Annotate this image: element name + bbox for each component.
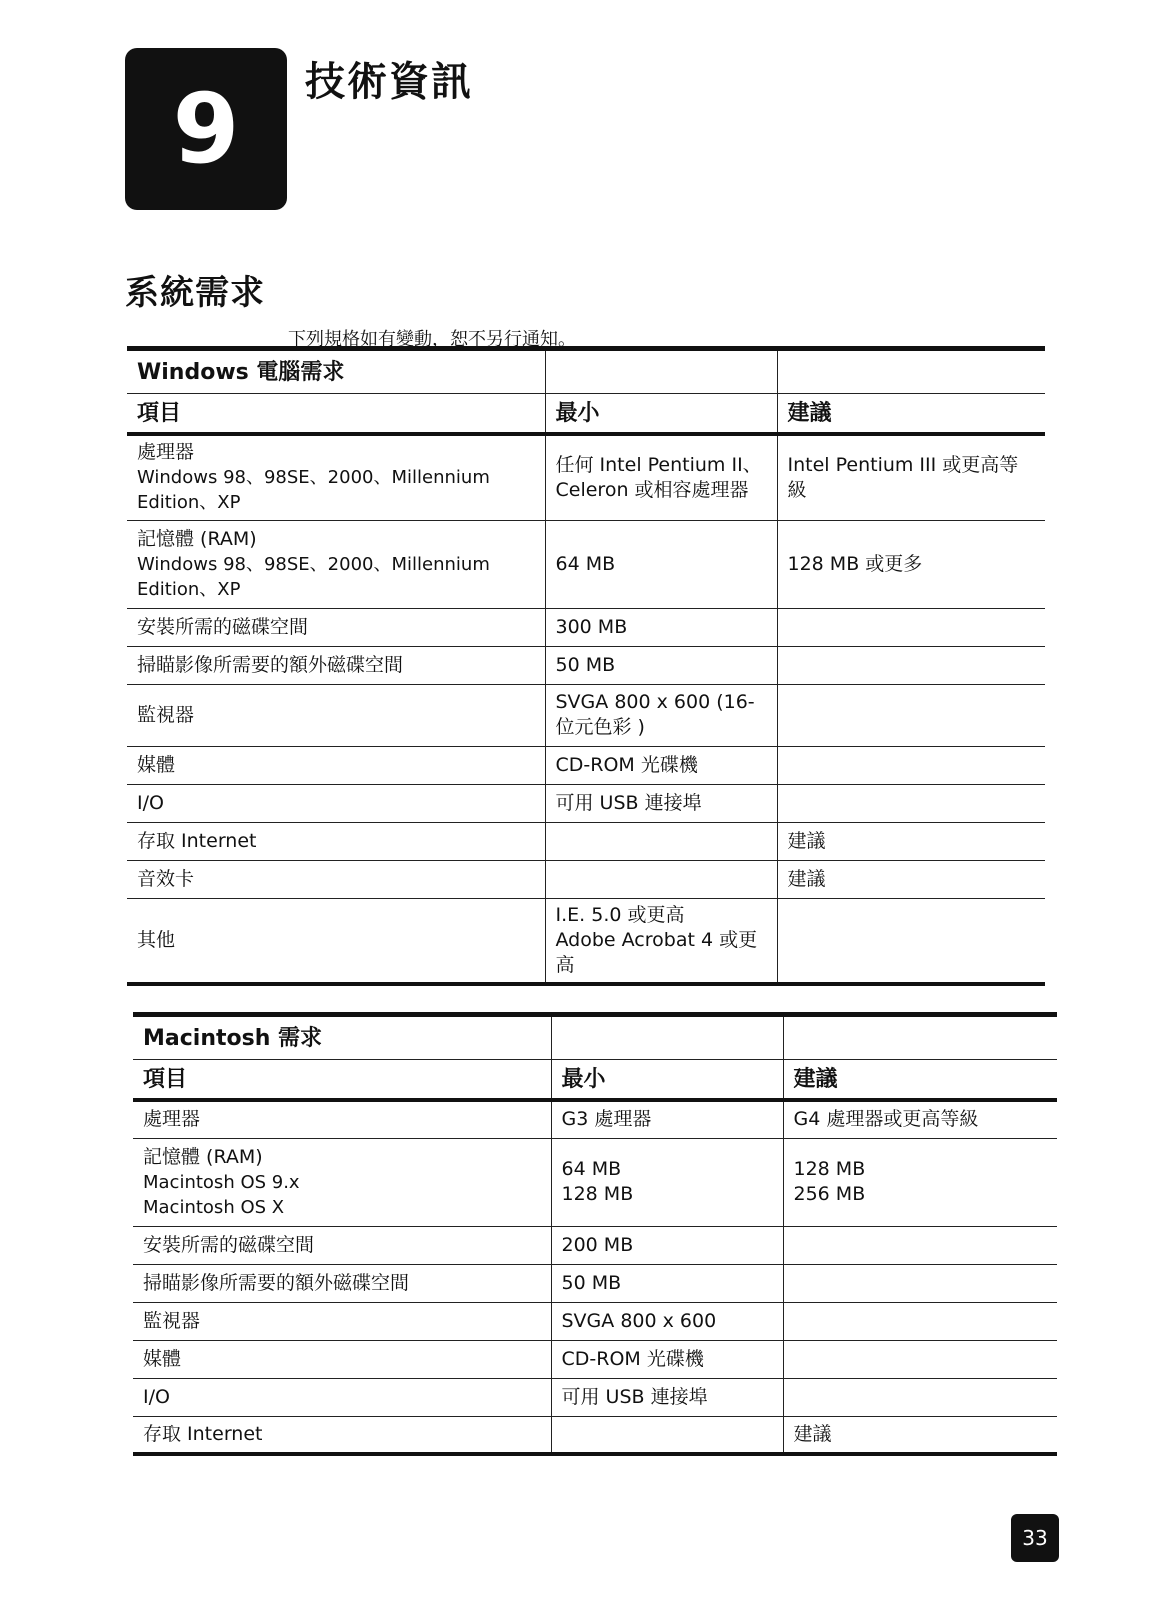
row-min: 可用 USB 連接埠 — [545, 784, 777, 822]
table-row — [133, 1416, 1057, 1454]
header-min: 最小 — [545, 394, 777, 435]
row-min: 可用 USB 連接埠 — [551, 1378, 783, 1416]
row-min — [545, 860, 777, 898]
row-min-line: 64 MB — [561, 1158, 622, 1180]
row-min: 200 MB — [551, 1226, 783, 1264]
row-item: 安裝所需的磁碟空間 — [133, 1226, 551, 1264]
page-number: 33 — [1022, 1526, 1048, 1550]
table-title-spacer — [777, 349, 1045, 394]
row-min: SVGA 800 x 600 — [551, 1302, 783, 1340]
table-row — [133, 1302, 1057, 1340]
row-rec: 128 MB 或更多 — [777, 520, 1045, 608]
row-label: 處理器 — [137, 441, 195, 464]
row-min — [551, 1416, 783, 1454]
row-item: 監視器 — [133, 1302, 551, 1340]
row-min: 任何 Intel Pentium II、Celeron 或相容處理器 — [545, 434, 777, 520]
row-rec — [777, 784, 1045, 822]
row-min: G3 處理器 — [551, 1100, 783, 1138]
row-item: 安裝所需的磁碟空間 — [127, 608, 545, 646]
row-item: 存取 Internet — [133, 1416, 551, 1454]
header-item: 項目 — [133, 1060, 551, 1101]
table-row — [133, 1340, 1057, 1378]
header-rec: 建議 — [777, 394, 1045, 435]
table-title-spacer — [551, 1015, 783, 1060]
table-row — [133, 1100, 1057, 1138]
row-item: 媒體 — [127, 746, 545, 784]
header-min: 最小 — [551, 1060, 783, 1101]
chapter-number-badge — [125, 48, 287, 210]
row-rec-line: 256 MB — [793, 1183, 866, 1205]
row-rec — [777, 608, 1045, 646]
table-row — [127, 684, 1045, 746]
table-row — [133, 1138, 1057, 1226]
row-item: 監視器 — [127, 684, 545, 746]
row-rec — [783, 1226, 1057, 1264]
table-row — [127, 822, 1045, 860]
page-number-badge — [1011, 1514, 1059, 1562]
table-row — [127, 646, 1045, 684]
row-item — [133, 1138, 551, 1226]
row-item: 處理器 — [133, 1100, 551, 1138]
row-rec: 建議 — [777, 822, 1045, 860]
row-rec — [777, 746, 1045, 784]
row-item: 其他 — [127, 898, 545, 984]
row-sub: Windows 98、98SE、2000、Millennium Edition、XP — [137, 553, 490, 600]
table-title-row — [133, 1015, 1057, 1060]
table-row — [127, 434, 1045, 520]
row-rec — [777, 684, 1045, 746]
row-item: 掃瞄影像所需要的額外磁碟空間 — [133, 1264, 551, 1302]
row-rec: 建議 — [777, 860, 1045, 898]
row-rec: 建議 — [783, 1416, 1057, 1454]
table-row — [127, 784, 1045, 822]
notice-text: 下列規格如有變動，恕不另行通知。 — [288, 329, 576, 350]
table-row — [127, 608, 1045, 646]
row-rec-line: 128 MB — [793, 1158, 866, 1180]
row-item — [127, 434, 545, 520]
table-header-row — [133, 1060, 1057, 1101]
table-title: Macintosh 需求 — [133, 1015, 551, 1060]
row-min — [545, 898, 777, 984]
row-min: 300 MB — [545, 608, 777, 646]
chapter-number: 9 — [172, 73, 240, 185]
table-row — [127, 520, 1045, 608]
row-min: 64 MB — [545, 520, 777, 608]
table-title-row — [127, 349, 1045, 394]
row-min: CD-ROM 光碟機 — [545, 746, 777, 784]
header-rec: 建議 — [783, 1060, 1057, 1101]
section-title: 系統需求 — [125, 273, 265, 313]
row-min: 50 MB — [551, 1264, 783, 1302]
header-item: 項目 — [127, 394, 545, 435]
table-row — [127, 860, 1045, 898]
row-item: 音效卡 — [127, 860, 545, 898]
chapter-title: 技術資訊 — [305, 59, 473, 105]
row-item: 掃瞄影像所需要的額外磁碟空間 — [127, 646, 545, 684]
table-header-row — [127, 394, 1045, 435]
row-min — [545, 822, 777, 860]
row-rec — [783, 1264, 1057, 1302]
row-min-line: I.E. 5.0 或更高 — [555, 903, 685, 926]
row-min: 50 MB — [545, 646, 777, 684]
row-item — [127, 520, 545, 608]
row-item: 媒體 — [133, 1340, 551, 1378]
row-label: 記憶體 (RAM) — [143, 1145, 263, 1168]
row-rec — [783, 1138, 1057, 1226]
mac-requirements-table — [133, 1012, 1057, 1456]
row-min-line: 128 MB — [561, 1183, 634, 1205]
table-title-spacer — [783, 1015, 1057, 1060]
row-rec: Intel Pentium III 或更高等級 — [777, 434, 1045, 520]
row-sub: Macintosh OS X — [143, 1196, 285, 1218]
row-sub: Windows 98、98SE、2000、Millennium Edition、XP — [137, 467, 490, 514]
row-min-line: Adobe Acrobat 4 或更高 — [555, 928, 758, 976]
row-min: SVGA 800 x 600 (16-位元色彩 ) — [545, 684, 777, 746]
row-label: 記憶體 (RAM) — [137, 527, 257, 550]
table-title-spacer — [545, 349, 777, 394]
row-rec — [777, 646, 1045, 684]
table-row — [133, 1378, 1057, 1416]
table-row — [133, 1264, 1057, 1302]
row-rec — [777, 898, 1045, 984]
table-row — [127, 898, 1045, 984]
table-row — [133, 1226, 1057, 1264]
table-row — [127, 746, 1045, 784]
row-item: I/O — [133, 1378, 551, 1416]
row-sub: Macintosh OS 9.x — [143, 1171, 300, 1193]
row-item: 存取 Internet — [127, 822, 545, 860]
row-rec — [783, 1302, 1057, 1340]
row-rec — [783, 1378, 1057, 1416]
windows-requirements-table — [127, 346, 1045, 986]
row-min: CD-ROM 光碟機 — [551, 1340, 783, 1378]
row-rec: G4 處理器或更高等級 — [783, 1100, 1057, 1138]
row-min — [551, 1138, 783, 1226]
row-rec — [783, 1340, 1057, 1378]
row-item: I/O — [127, 784, 545, 822]
table-title: Windows 電腦需求 — [127, 349, 545, 394]
